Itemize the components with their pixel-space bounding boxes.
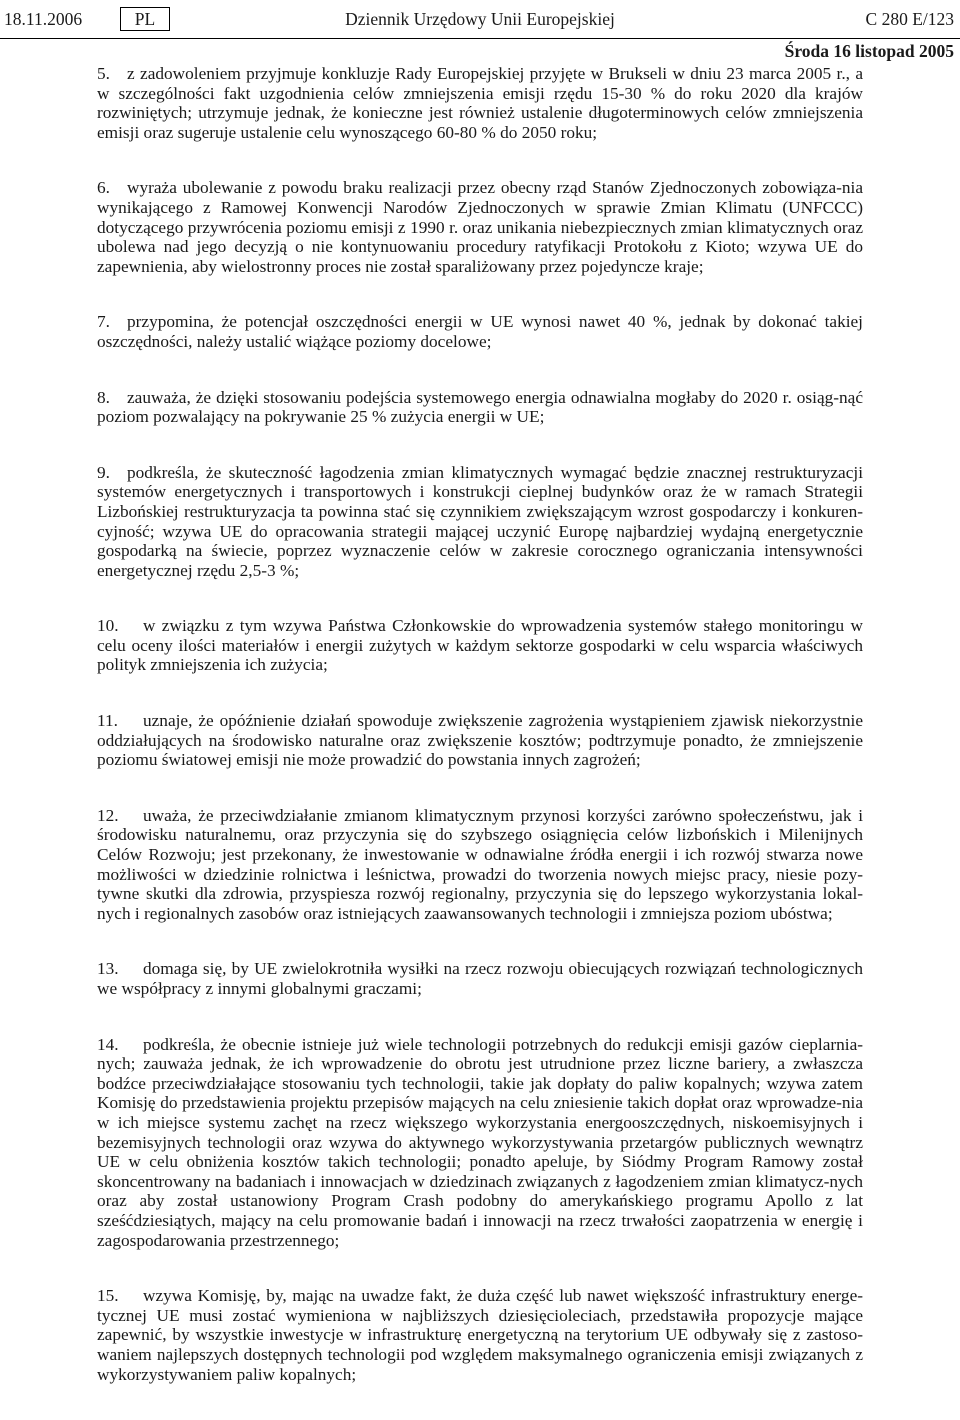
journal-reference: C 280 E/123 xyxy=(865,9,954,29)
paragraph xyxy=(97,1035,863,1251)
paragraph xyxy=(97,711,863,770)
paragraph-text: przypomina, że potencjał oszczędności energii w UE wynosi nawet 40 %, jednak by dokonać takiej oszczędności, należy ustalić wiążące poziomy docelowe; xyxy=(97,312,863,351)
paragraph-text: domaga się, by UE zwielokrotniła wysiłki na rzecz rozwoju obiecujących rozwiązań technologicznych we współpracy z innymi globalnymi graczami; xyxy=(97,959,863,998)
paragraph-number: 11. xyxy=(97,711,118,731)
paragraph xyxy=(97,1286,863,1384)
paragraph-text: uważa, że przeciwdziałanie zmianom klimatycznym przynosi korzyści zarówno społeczeństwu, jak i środowisku naturalnemu, oraz przyczynia się do szybszego osiągnięcia celów lizbońskich i Milenijnych Celów Rozwoju; jest przekonany, że inwestowanie w odnawialne źródła energii i ich rozwój stwarza nowe możliwości w dziedzinie rolnictwa i leśnictwa, prowadzi do tworzenia nowych miejsc pracy, niesie pozy-tywne skutki dla zdrowia, przyspiesza rozwój regionalny, przyczynia się do lepszego wykorzystania lokal-nych i regionalnych zasobów oraz istniejących zaawansowanych technologii i zmniejsza poziom ubóstwa; xyxy=(97,805,863,923)
paragraph-number: 7. xyxy=(97,312,110,332)
journal-title: Dziennik Urzędowy Unii Europejskiej xyxy=(345,9,615,29)
paragraph-number: 13. xyxy=(97,959,119,979)
paragraph-text: podkreśla, że obecnie istnieje już wiele technologii potrzebnych do redukcji emisji gazów cieplarnia-nych; zauważa jednak, że ich wprowadzenie do obrotu jest utrudnione przez liczne bariery, a zwłaszcza bodźce przeciwdziałające stosowaniu tych technologii, takie jak dopłaty do paliw kopalnych; wzywa zatem Komisję do przedstawienia projektu przepisów mających na celu zniesienie takich dopłat oraz wprowadze-nia w ich miejsce systemu zachęt na rzecz większego wykorzystania energooszczędnych, niskoemisyjnych i bezemisyjnych technologii oraz wzywa do aktywnego wykorzystywania przetargów publicznych wewnątrz UE w celu obniżenia kosztów takich technologii; ponadto apeluje, by Siódmy Program Ramowy został skoncentrowany na badaniach i innowacjach w dziedzinach związanych z łagodzeniem zmian klimatycz-nych oraz aby został ustanowiony Program Crash podobny do amerykańskiego programu Apollo z lat sześćdziesiątych, mający na celu promowanie badań i innowacji na rzecz trwałości zaopatrzenia w energię i zagospodarowania przestrzennego; xyxy=(97,1034,863,1250)
paragraph-text: zauważa, że dzięki stosowaniu podejścia systemowego energia odnawialna mogłaby do 2020 r. osiąg-nąć poziom pozwalający na pokrywanie 25 % zużycia energii w UE; xyxy=(97,387,863,427)
paragraph xyxy=(97,806,863,924)
paragraph xyxy=(97,959,863,998)
document-body xyxy=(97,64,863,1420)
paragraph-number: 6. xyxy=(97,178,110,198)
paragraph xyxy=(97,312,863,351)
paragraph-text: uznaje, że opóźnienie działań spowoduje zwiększenie zagrożenia wystąpieniem zjawisk niekorzystnie oddziałujących na środowisko naturalne oraz zwiększenie kosztów; podtrzymuje ponadto, że zmniejszenie poziomu światowej emisji nie może prowadzić do powstania innych zagrożeń; xyxy=(97,711,863,770)
paragraph-text: podkreśla, że skuteczność łagodzenia zmian klimatycznych wymagać będzie znacznej restrukturyzacji systemów energetycznych i transportowych i konstrukcji cieplnej budynków oraz że w ramach Strategii Lizbońskiej restrukturyzacja ta powinna stać się czynnikiem zwiększającym wzrost gospodarczy i konkuren-cyjność; wzywa UE do opracowania strategii mającej uczynić Europę najbardziej wydajną energetycznie gospodarką na świecie, poprzez wyznaczenie celów w zakresie corocznego ograniczania intensywności energetycznej rzędu 2,5-3 %; xyxy=(97,462,863,580)
journal-header xyxy=(0,0,960,39)
paragraph-number: 10. xyxy=(97,616,119,636)
paragraph-number: 5. xyxy=(97,64,110,83)
paragraph xyxy=(97,178,863,276)
paragraph-number: 14. xyxy=(97,1034,119,1054)
paragraph-text: z zadowoleniem przyjmuje konkluzje Rady Europejskiej przyjęte w Brukseli w dniu 23 marca 2005 r., a w szczególności fakt uzgodnienia celów zmniejszenia emisji rzędu 15-30 % do roku 2020 dla krajów rozwiniętych; utrzymuje jednak, że konieczne jest również ustalenie długoterminowych celów zmniejszenia emisji oraz sugeruje ustalenie celu wynoszącego 60-80 % do 2050 roku; xyxy=(97,64,863,142)
paragraph-number: 8. xyxy=(97,387,110,407)
paragraph-text: w związku z tym wzywa Państwa Członkowskie do wprowadzenia systemów stałego monitoringu w celu oceny ilości materiałów i energii zużytych w każdym sektorze gospodarki w celu wsparcia właściwych polityk zmniejszenia ich zużycia; xyxy=(97,616,863,675)
paragraph xyxy=(97,64,863,142)
paragraph xyxy=(97,463,863,581)
sitting-date: Środa 16 listopad 2005 xyxy=(784,41,954,61)
paragraph-text: wyraża ubolewanie z powodu braku realizacji przez obecny rząd Stanów Zjednoczonych zobowiąza-nia wynikającego z Ramowej Konwencji Narodów Zjednoczonych w sprawie Zmian Klimatu (UNFCCC) dotyczącego przywrócenia poziomu emisji z 1990 r. oraz unikania niebezpiecznych zmian klimatycznych oraz ubolewa nad jego decyzją o nie kontynuowaniu procedury ratyfikacji Protokołu z Kioto; wzywa UE do zapewnienia, aby wielostronny proces nie został sparaliżowany przez pojedyncze kraje; xyxy=(97,178,863,276)
paragraph-number: 12. xyxy=(97,805,119,825)
language-code: PL xyxy=(120,7,170,31)
paragraph-text: wzywa Komisję, by, mając na uwadze fakt, że duża część lub nawet większość infrastruktury energe-tycznej UE musi zostać wymieniona w najbliższych dziesięcioleciach, przedstawiła propozycje mające zapewnić, by wszystkie inwestycje w infrastrukturę energetyczną na terytorium UE odbywały się z zastoso-waniem najlepszych dostępnych technologii pod względem maksymalnego ograniczenia emisji związanych z wykorzystywaniem paliw kopalnych; xyxy=(97,1286,863,1384)
paragraph xyxy=(97,616,863,675)
publication-date: 18.11.2006 xyxy=(4,9,83,29)
paragraph-number: 15. xyxy=(97,1286,119,1306)
paragraph xyxy=(97,388,863,427)
paragraph-number: 9. xyxy=(97,462,110,482)
